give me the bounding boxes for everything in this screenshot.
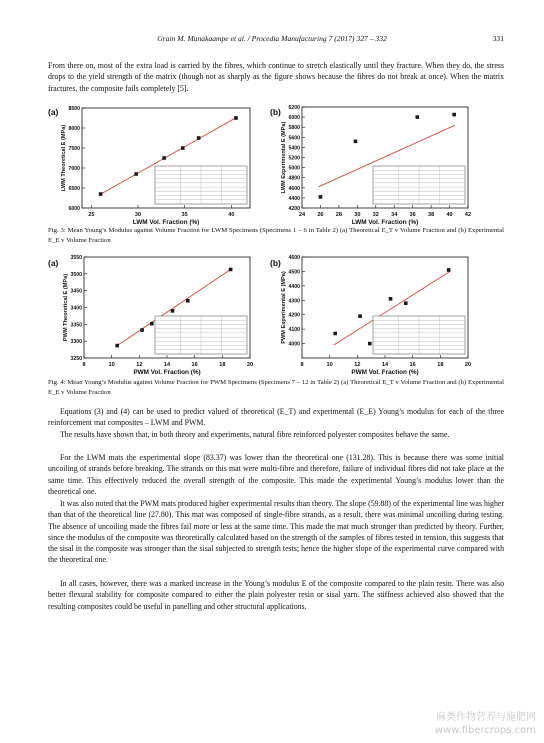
- intro-paragraph: From there on, most of the extra load is carried by the fibres, which continue to stretch elastically until they fracture. When they do, the stress drops to the yield strength of the matrix (though not as sharply as the figure shows because the fibres do not break at once). When the matrix fractures, the composite fails completely [5].: [48, 61, 504, 93]
- x-tick-label: 10: [108, 362, 115, 368]
- data-point: [415, 115, 419, 119]
- body-paragraph-4: It was also noted that the PWM mats produced higher experimental results than theory. The slope (59.88) of the experimental line was higher than that of the theoretical line (27.80). This mat was composed of single-fibre strands, as a result, there was minimal uncoiling during testing. The absence of uncoiling made the fibres fail more or less at the same time. This made the mat much stronger than predicted by theory. Further, since the modulus of the composite was theoretically calculated based on the strength of the samples of fibres tested in tension, this suggests that the sisal in the composite was stronger than the sisal subjected to strength tests; hence the higher slope of the experimental curve compared with the theoretical one.: [48, 499, 504, 565]
- x-tick-label: 30: [134, 212, 142, 218]
- fig3-caption: [48, 226, 504, 245]
- data-point: [162, 156, 166, 160]
- fig4a-chart: [58, 254, 258, 376]
- data-point: [150, 322, 154, 326]
- y-tick-label: 8000: [68, 126, 80, 132]
- data-point: [234, 116, 238, 120]
- data-point: [171, 309, 175, 313]
- y-tick-label: 4600: [288, 185, 300, 192]
- body-paragraph-1: Equations (3) and (4) can be used to predict valued of theoretical (E_T) and experimental (E_E) Young’s modulus for each of the three reinforcement mat composites – LWM and PWM.: [48, 407, 504, 428]
- data-point: [358, 314, 362, 318]
- y-tick-label: 6500: [68, 186, 80, 192]
- y-tick-label: 6000: [68, 206, 80, 212]
- x-tick-label: 24: [298, 212, 306, 218]
- y-axis-label: LWM Experimental E (MPa): [281, 121, 287, 194]
- x-axis-label: LWM Vol. Fraction (%): [132, 219, 200, 226]
- data-point: [134, 172, 138, 176]
- fig3-panel-b-label: (b): [270, 107, 281, 117]
- fig3-panel-a-label: (a): [48, 107, 59, 117]
- x-tick-label: 35: [181, 212, 188, 218]
- x-tick-label: 36: [409, 212, 416, 218]
- y-tick-label: 4100: [288, 327, 300, 334]
- body-paragraph-3: For the LWM mats the experimental slope (83.37) was lower than the theoretical one (131.28). This is because there was some initial uncoiling of strands before breaking. The strands on this mat were multi-fibre and therefore, failure of individual fibres did not take place at the same time. This effectively reduced the overall strength of the composite. This made the experimental Young’s modulus lower than the theoretical one.: [48, 453, 504, 496]
- y-tick-label: 3500: [70, 271, 82, 278]
- y-tick-label: 6000: [288, 115, 300, 122]
- x-tick-label: 30: [354, 212, 361, 218]
- data-point: [197, 136, 201, 140]
- y-tick-label: 5800: [288, 125, 300, 132]
- y-tick-label: 3250: [70, 356, 82, 362]
- data-point: [333, 332, 337, 336]
- stats-table: [373, 316, 465, 354]
- y-tick-label: 6200: [288, 105, 300, 111]
- data-point: [389, 297, 393, 301]
- y-tick-label: 7500: [68, 146, 80, 152]
- data-point: [319, 195, 323, 199]
- fig3a-chart: [58, 104, 258, 226]
- data-point: [115, 344, 119, 348]
- y-tick-label: 3400: [70, 305, 82, 312]
- stats-table: [155, 316, 247, 354]
- y-tick-label: 3450: [70, 288, 82, 295]
- x-tick-label: 18: [219, 362, 226, 368]
- x-tick-label: 20: [246, 362, 254, 368]
- data-point: [447, 268, 451, 272]
- x-tick-label: 12: [354, 362, 361, 368]
- x-tick-label: 38: [427, 212, 435, 218]
- data-point: [186, 299, 190, 303]
- page-header: [0, 34, 544, 46]
- y-tick-label: 4800: [288, 175, 300, 182]
- y-tick-label: 7000: [68, 166, 80, 172]
- y-axis-label: LWM Theoretical E (MPa): [61, 124, 67, 192]
- y-tick-label: 4500: [288, 269, 300, 276]
- page-number: 331: [492, 34, 504, 43]
- data-point: [404, 301, 408, 305]
- header-citation: Grain M. Munakaampe et al. / Procedia Manufacturing 7 (2017) 327 – 332: [157, 34, 387, 43]
- y-tick-label: 3300: [70, 339, 82, 346]
- fig4-caption: [48, 378, 504, 397]
- x-tick-label: 40: [228, 212, 235, 218]
- data-point: [181, 146, 185, 150]
- stats-table: [373, 166, 465, 204]
- data-point: [354, 140, 358, 144]
- data-point: [99, 192, 103, 196]
- x-tick-label: 20: [464, 362, 472, 368]
- x-tick-label: 40: [446, 212, 453, 218]
- x-tick-label: 42: [464, 212, 472, 218]
- fig4-panel-b-label: (b): [270, 258, 281, 268]
- y-axis-label: PWM Theoretical E (MPa): [63, 273, 69, 342]
- x-tick-label: 14: [163, 362, 171, 368]
- watermark: [435, 711, 536, 737]
- watermark-line-1: 麻类作物营养与施肥网: [436, 712, 536, 723]
- y-tick-label: 8500: [68, 106, 80, 112]
- body-paragraph-5: In all cases, however, there was a marked increase in the Young’s modulus E of the composite compared to the plain resin. There was also better flexural stability for composite compared to either the plain polyester resin or sisal yarn. The stiffness achieved also showed that the resulting composites could be useful in panelling and other structural applications.: [48, 579, 504, 611]
- x-axis-label: PWM Vol. Fraction (%): [133, 369, 201, 376]
- data-point: [368, 342, 372, 346]
- x-tick-label: 32: [372, 212, 379, 218]
- y-tick-label: 4200: [288, 206, 300, 212]
- data-point: [452, 113, 456, 117]
- x-tick-label: 12: [136, 362, 143, 368]
- data-point: [229, 268, 233, 272]
- x-tick-label: 28: [335, 212, 343, 218]
- fig3-caption-text: Fig. 3: Mean Young’s Modulus against Volume Fraction for LWM Specimens (Specimens 1 – 6 in Table 2) (a) Theoretical E_T v Volume Fraction and (b) Experimental E_E v Volume Fraction: [48, 227, 504, 244]
- y-tick-label: 4300: [288, 298, 300, 305]
- y-tick-label: 5200: [288, 155, 300, 162]
- y-axis-label: PWM Experimental E (MPa): [281, 271, 287, 344]
- y-tick-label: 5000: [288, 165, 300, 172]
- x-tick-label: 25: [88, 212, 95, 218]
- x-axis-label: PWM Vol. Fraction (%): [351, 369, 419, 376]
- y-tick-label: 4200: [288, 312, 300, 319]
- y-tick-label: 3350: [70, 322, 82, 329]
- x-tick-label: 16: [409, 362, 416, 368]
- x-tick-label: 10: [326, 362, 333, 368]
- y-tick-label: 3550: [70, 255, 82, 261]
- body-paragraph-2: The results have shown that, in both theory and experiments, natural fibre reinforced polyester composites behave the same.: [60, 430, 450, 439]
- data-point: [140, 328, 144, 332]
- fig4b-chart: [276, 254, 476, 376]
- x-tick-label: 14: [381, 362, 389, 368]
- y-tick-label: 5600: [288, 135, 300, 142]
- y-tick-label: 5400: [288, 145, 300, 152]
- x-tick-label: 8: [300, 362, 304, 368]
- x-tick-label: 26: [317, 212, 324, 218]
- stats-table: [155, 166, 247, 204]
- x-tick-label: 8: [82, 362, 86, 368]
- x-tick-label: 34: [391, 212, 398, 218]
- x-axis-label: LWM Vol. Fraction (%): [351, 219, 419, 226]
- y-tick-label: 4600: [288, 255, 300, 261]
- y-tick-label: 4400: [288, 195, 300, 202]
- watermark-line-2: www.fibercrops.com: [434, 725, 536, 736]
- fig4-panel-a-label: (a): [48, 258, 59, 268]
- fig4-caption-text: Fig. 4: Mean Young’s Modulus against Volume Fraction for PWM Specimens (Specimens 7 – 12 in Table 2) (a) Theoretical E_T v Volume Fraction and (b) Experimental E_E v Volume Fraction: [48, 379, 504, 396]
- fig3b-chart: [276, 104, 476, 226]
- y-tick-label: 4400: [288, 283, 300, 290]
- y-tick-label: 4000: [288, 341, 300, 348]
- x-tick-label: 18: [437, 362, 444, 368]
- x-tick-label: 16: [191, 362, 198, 368]
